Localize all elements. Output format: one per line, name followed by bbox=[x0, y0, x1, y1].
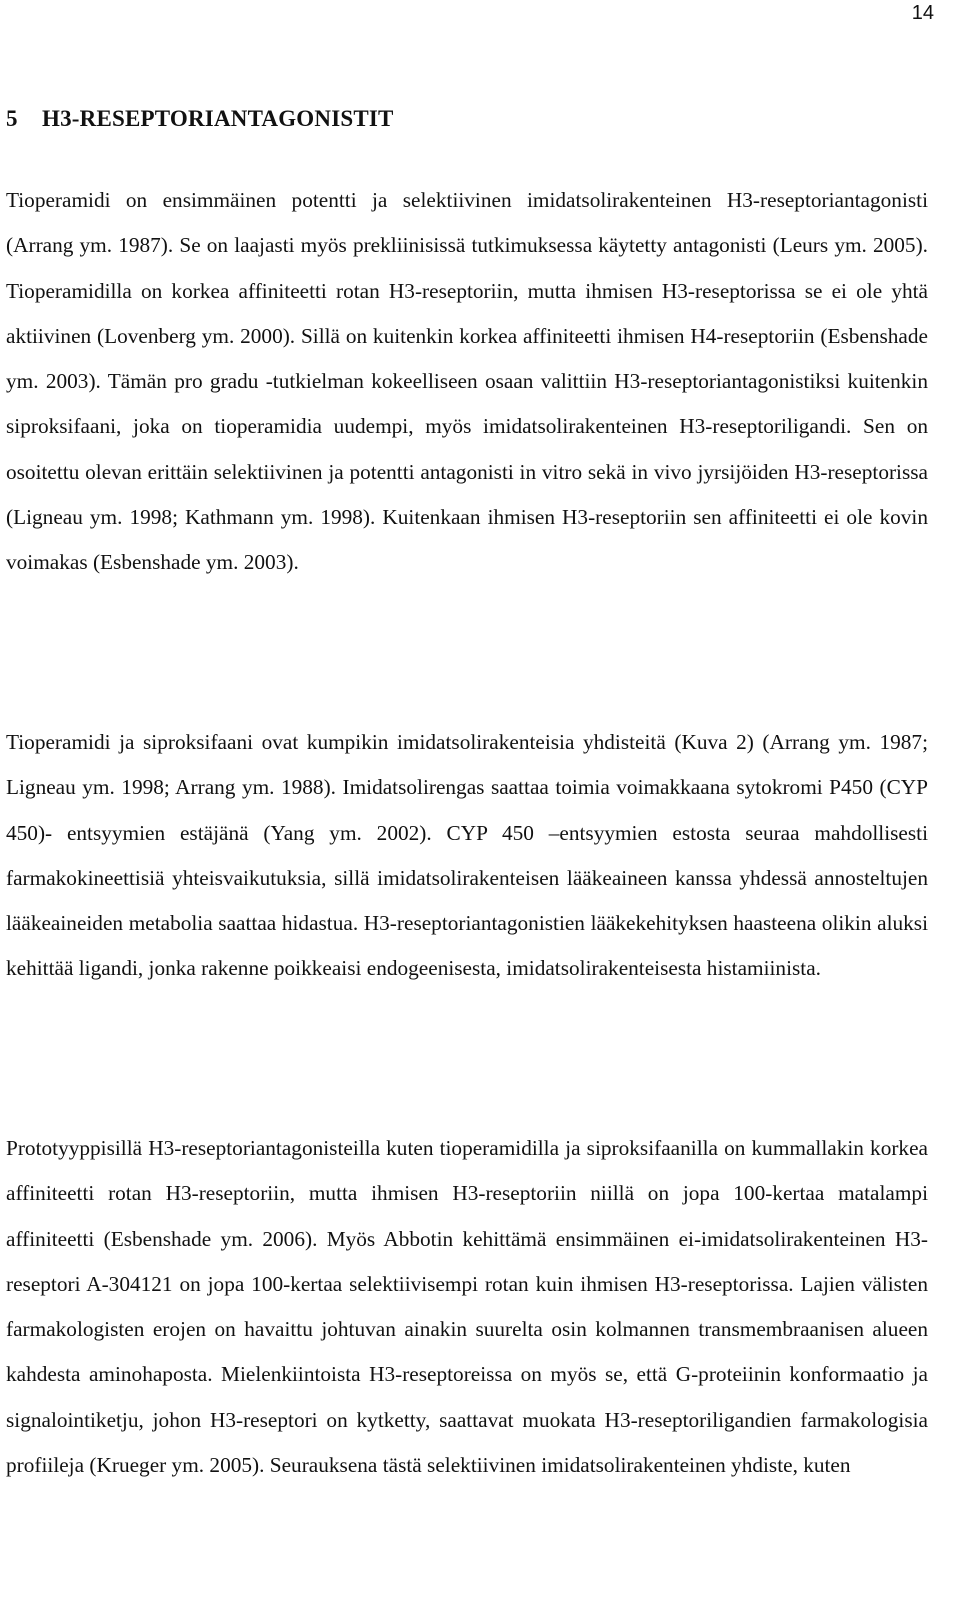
section-number: 5 bbox=[6, 106, 18, 131]
paragraph-3: Prototyyppisillä H3-reseptoriantagonisteilla kuten tioperamidilla ja siproksifaanilla on kummallakin korkea affiniteetti rotan H3-reseptoriin, mutta ihmisen H3-reseptoriin niillä on jopa 100-kertaa matalampi affiniteetti (Esbenshade ym. 2006). Myös Abbotin kehittämä ensimmäinen ei-imidatsolirakenteinen H3-reseptori A-304121 on jopa 100-kertaa selektiivisempi rotan kuin ihmisen H3-reseptorissa. Lajien välisten farmakologisten erojen on havaittu johtuvan ainakin suurelta osin kolmannen transmembraanisen alueen kahdesta aminohaposta. Mielenkiintoista H3-reseptoreissa on myös se, että G-proteiinin konformaatio ja signalointiketju, johon H3-reseptori on kytketty, saattavat muokata H3-reseptoriligandien farmakologisia profiileja (Krueger ym. 2005). Seurauksena tästä selektiivinen imidatsolirakenteinen yhdiste, kuten bbox=[6, 1136, 928, 1478]
page-number: 14 bbox=[911, 2, 934, 24]
paragraph-1: Tioperamidi on ensimmäinen potentti ja selektiivinen imidatsolirakenteinen H3-reseptoriantagonisti (Arrang ym. 1987). Se on laajasti myös prekliinisissä tutkimuksessa käytetty antagonisti (Leurs ym. 2005). Tioperamidilla on korkea affiniteetti rotan H3-reseptoriin, mutta ihmisen H3-reseptorissa se ei ole yhtä aktiivinen (Lovenberg ym. 2000). Sillä on kuitenkin korkea affiniteetti ihmisen H4-reseptoriin (Esbenshade ym. 2003). Tämän pro gradu -tutkielman kokeelliseen osaan valittiin H3-reseptoriantagonistiksi kuitenkin siproksifaani, joka on tioperamidia uudempi, myös imidatsolirakenteinen H3-reseptoriligandi. Sen on osoitettu olevan erittäin selektiivinen ja potentti antagonisti in vitro sekä in vivo jyrsijöiden H3-reseptorissa (Ligneau ym. 1998; Kathmann ym. 1998). Kuitenkaan ihmisen H3-reseptoriin sen affiniteetti ei ole kovin voimakas (Esbenshade ym. 2003). bbox=[6, 188, 928, 575]
section-heading bbox=[6, 106, 394, 132]
paragraph-2: Tioperamidi ja siproksifaani ovat kumpikin imidatsolirakenteisia yhdisteitä (Kuva 2) (Arrang ym. 1987; Ligneau ym. 1998; Arrang ym. 1988). Imidatsolirengas saattaa toimia voimakkaana sytokromi P450 (CYP 450)- entsyymien estäjänä (Yang ym. 2002). CYP 450 –entsyymien estosta seuraa mahdollisesti farmakokineettisiä yhteisvaikutuksia, sillä imidatsolirakenteisen lääkeaineen kanssa yhdessä annosteltujen lääkeaineiden metabolia saattaa hidastua. H3-reseptoriantagonistien lääkekehityksen haasteena olikin aluksi kehittää ligandi, jonka rakenne poikkeaisi endogeenisesta, imidatsolirakenteisesta histamiinista. bbox=[6, 730, 928, 981]
section-title: H3-RESEPTORIANTAGONISTIT bbox=[42, 106, 394, 131]
